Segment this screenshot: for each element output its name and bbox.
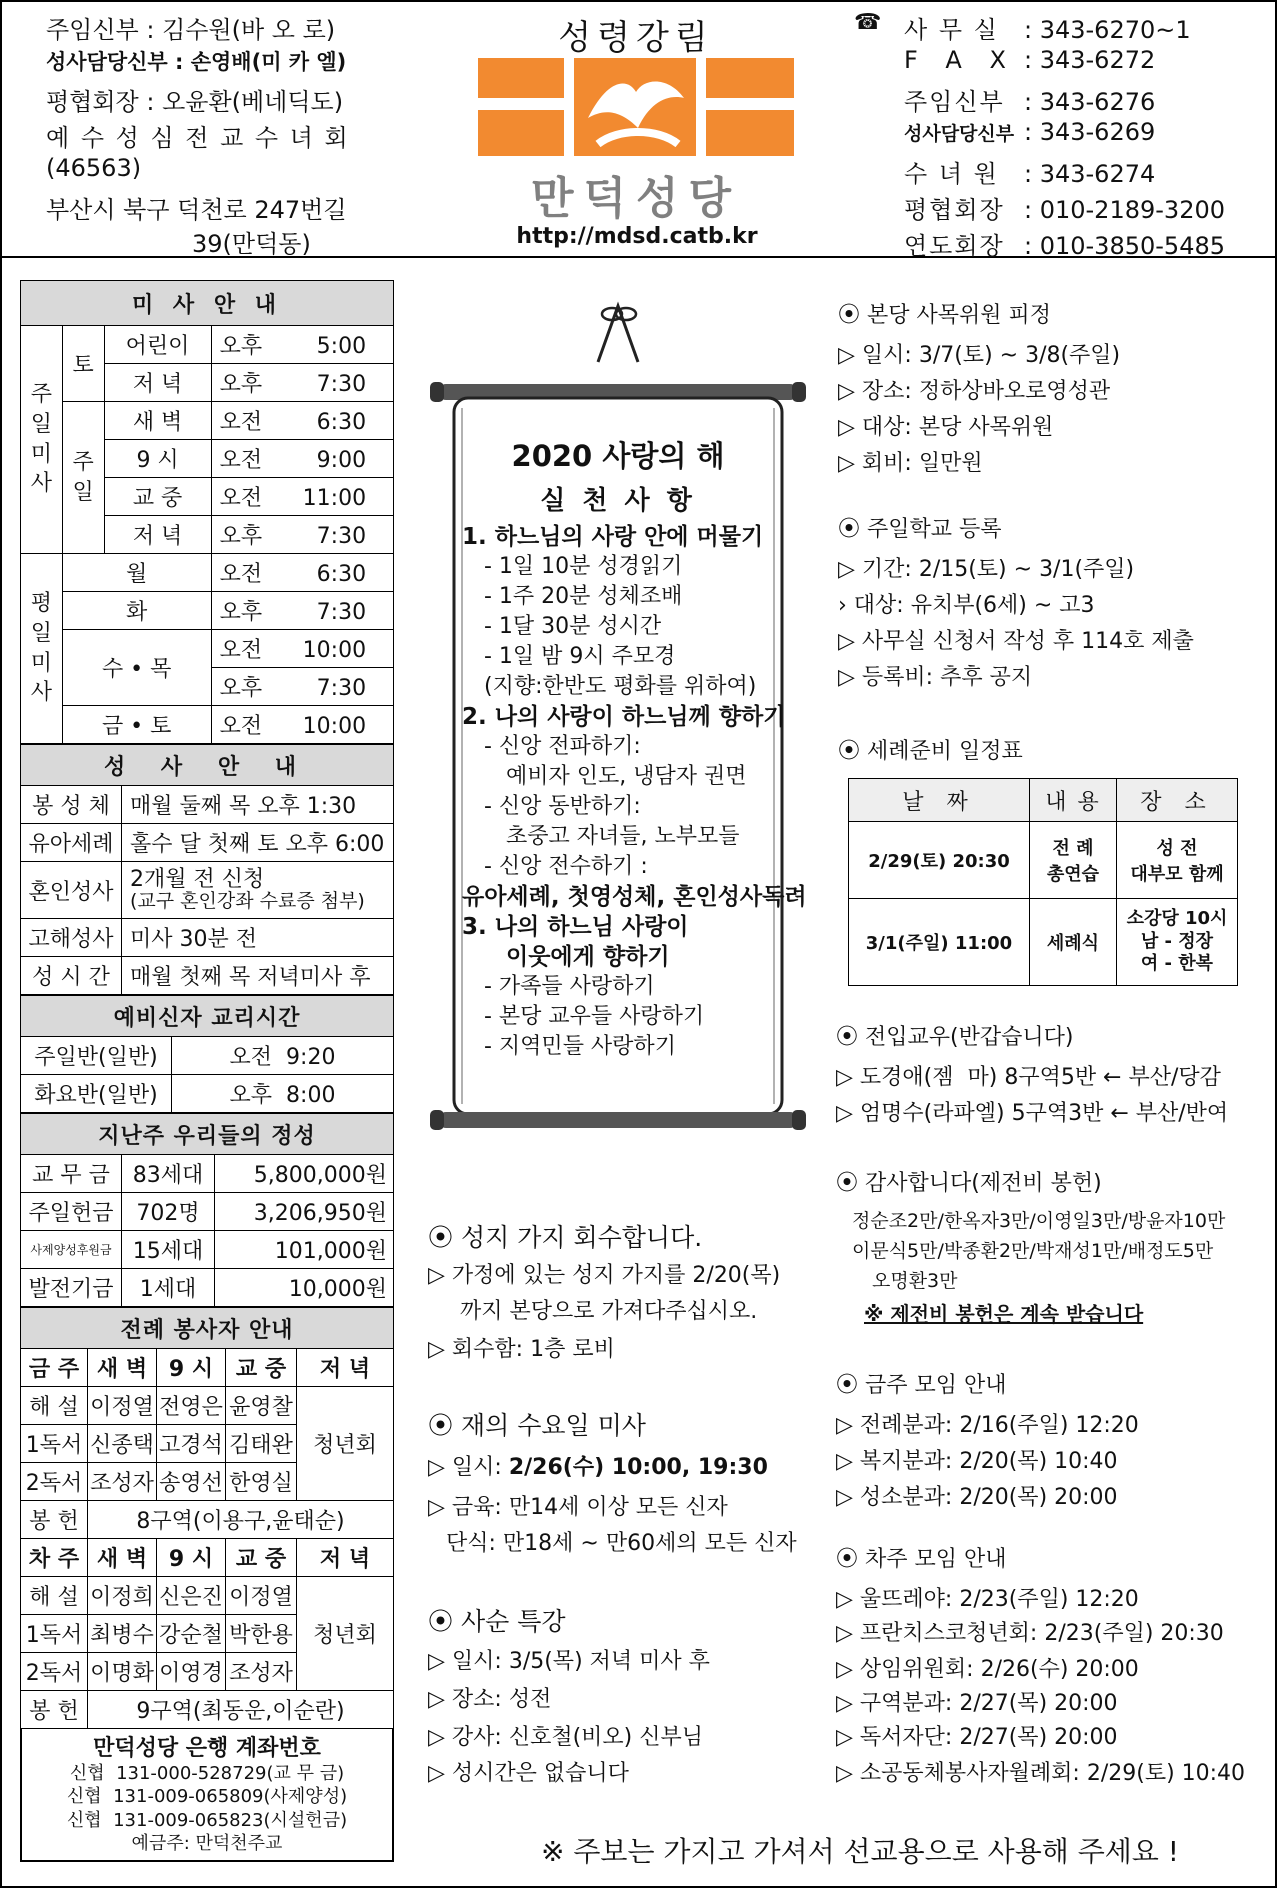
- mass-name: 어린이: [104, 326, 211, 364]
- header-left-line: 주임신부 : 김수원(바 오 로): [46, 16, 336, 44]
- contact-value: : 343-6269: [1024, 118, 1156, 146]
- notice-line: ▷ 장소: 정하상바오로영성관: [838, 379, 1111, 404]
- server-role: 2독서: [21, 1463, 88, 1501]
- header-left-line: 성사담당신부 : 손영배(미 카 엘): [46, 50, 347, 74]
- notice-title: 사순 특강: [460, 1607, 566, 1636]
- mass-name: 새 벽: [104, 402, 211, 440]
- scroll-line: - 1주 20분 성체조배: [484, 584, 683, 609]
- notice-line: ▷ 울뜨레야: 2/23(주일) 12:20: [836, 1587, 1139, 1612]
- left-column: [20, 280, 394, 1862]
- notice-line: ▷ 일시: 3/7(토) ~ 3/8(주일): [838, 343, 1121, 368]
- scroll-line: 초중고 자녀들, 노부모들: [506, 824, 740, 849]
- catechumen-title: 예비신자 교리시간: [21, 996, 394, 1037]
- servers-head: 교 중: [226, 1349, 297, 1387]
- mass-time: 10:00: [302, 638, 367, 663]
- bank-title: 만덕성당 은행 계좌번호: [93, 1736, 321, 1761]
- servers-head: 새 벽: [88, 1539, 157, 1577]
- scroll-line: 유아세례, 첫영성체, 혼인성사독려: [462, 884, 807, 910]
- mass-name: 화: [62, 592, 211, 630]
- notice-title: 재의 수요일 미사: [460, 1411, 646, 1440]
- offering-name: 사제양성후원금: [21, 1231, 122, 1269]
- footer-note: ※ 주보는 가지고 가셔서 선교용으로 사용해 주세요 !: [541, 1835, 1179, 1868]
- scroll-line: - 1일 10분 성경읽기: [484, 554, 683, 579]
- offering-name: 주일헌금: [21, 1193, 122, 1231]
- server-role: 봉 헌: [21, 1691, 88, 1729]
- schedule-head: 내 용: [1030, 779, 1117, 822]
- class-time: 오후 8:00: [172, 1075, 394, 1113]
- offering-name: 발전기금: [21, 1269, 122, 1307]
- mass-ampm: 오전: [219, 562, 263, 587]
- header-left-line: 39(만덕동): [192, 230, 311, 258]
- offering-table: [20, 1113, 394, 1307]
- server-name: 조성자: [226, 1653, 297, 1691]
- bank-account: 신협 131-000-528729(교 무 금): [69, 1763, 345, 1784]
- sacrament-title: 성 사 안 내: [21, 745, 394, 786]
- ash-wednesday-time: 2/26(수) 10:00, 19:30: [508, 1455, 768, 1480]
- server-role: 해 설: [21, 1387, 88, 1425]
- notice-line: ▷ 소공동체봉사자월례회: 2/29(토) 10:40: [836, 1761, 1246, 1786]
- sunday-label: 주 일: [62, 402, 104, 554]
- notice-title: 차주 모임 안내: [865, 1547, 1007, 1572]
- mass-title: 미 사 안 내: [21, 281, 394, 326]
- contact-label: 성사담당신부: [904, 123, 1015, 145]
- contact-value: : 343-6272: [1024, 46, 1156, 74]
- phone-icon: ☎: [854, 10, 882, 35]
- class-name: 화요반(일반): [21, 1075, 172, 1113]
- contact-label: F A X: [904, 46, 1016, 74]
- offering-amount: 5,800,000원: [215, 1155, 394, 1193]
- mass-time: 5:00: [316, 334, 367, 359]
- offering-count: 83세대: [122, 1155, 215, 1193]
- server-name: 조성자: [88, 1463, 157, 1501]
- offering-title: 지난주 우리들의 정성: [21, 1114, 394, 1155]
- notice-title: 본당 사목위원 피정: [867, 303, 1052, 328]
- mass-time: 6:30: [316, 410, 367, 435]
- bullet-icon: ⦿: [836, 1171, 859, 1196]
- logo-text: 만덕성당: [530, 173, 741, 224]
- scroll-line: - 신앙 동반하기:: [484, 794, 641, 819]
- notice-title: 세례준비 일정표: [867, 739, 1023, 764]
- server-name: 윤영찰: [226, 1387, 297, 1425]
- sacrament-name: 봉 성 체: [21, 786, 122, 824]
- server-name: 이명화: [88, 1653, 157, 1691]
- mass-name: 금 • 토: [62, 706, 211, 744]
- sacrament-table: [20, 744, 394, 995]
- scroll-line: 1. 하느님의 사랑 안에 머물기: [462, 524, 764, 550]
- scroll-line: 2. 나의 사랑이 하느님께 향하기: [462, 704, 786, 730]
- mass-ampm: 오전: [219, 486, 263, 511]
- parish-url[interactable]: http://mdsd.catb.kr: [516, 224, 758, 249]
- servers-head: 새 벽: [88, 1349, 157, 1387]
- mass-time: 9:00: [316, 448, 367, 473]
- bank-account: 신협 131-009-065823(시설헌금): [66, 1809, 348, 1831]
- notice-line: 단식: 만18세 ~ 만60세의 모든 신자: [446, 1531, 797, 1556]
- schedule-date: 3/1(주일) 11:00: [849, 899, 1030, 986]
- notice-line: ▷ 기간: 2/15(토) ~ 3/1(주일): [838, 557, 1135, 582]
- bullet-icon: ⦿: [836, 1373, 859, 1398]
- mass-time: 7:30: [316, 524, 367, 549]
- notice-title: 전입교우(반갑습니다): [865, 1025, 1074, 1050]
- server-name: 이정열: [88, 1387, 157, 1425]
- servers-head: 금 주: [21, 1349, 88, 1387]
- server-name: 박한용: [226, 1615, 297, 1653]
- schedule-content: 세례식: [1030, 899, 1117, 986]
- scroll-subtitle: 실 천 사 항: [540, 486, 696, 516]
- notice-title: 감사합니다(제전비 봉헌): [865, 1171, 1102, 1196]
- mass-name: 9 시: [104, 440, 211, 478]
- baptism-schedule-table: [848, 778, 1238, 986]
- server-name: 송영선: [157, 1463, 226, 1501]
- catechumen-table: [20, 995, 394, 1113]
- servers-head: 저 녁: [297, 1539, 394, 1577]
- bullet-icon: ⦿: [838, 517, 861, 542]
- sunday-mass-label: 주 일 미 사: [21, 326, 63, 554]
- server-role: 1독서: [21, 1615, 88, 1653]
- header-left-line: 예 수 성 심 전 교 수 녀 회: [46, 124, 350, 152]
- notice-line: ▷ 복지분과: 2/20(목) 10:40: [836, 1449, 1118, 1474]
- notice-title: 주일학교 등록: [867, 517, 1002, 542]
- server-name: 신은진: [157, 1577, 226, 1615]
- scroll-lines: [462, 522, 807, 1062]
- contact-value: : 343-6270~1: [1024, 16, 1191, 44]
- header-left-line: 부산시 북구 덕천로 247번길: [46, 196, 347, 224]
- server-evening: 청년회: [297, 1577, 394, 1691]
- mass-ampm: 오전: [219, 448, 263, 473]
- donor-list: 이문식5만/박종환2만/박재성1만/배정도5만: [852, 1240, 1214, 1262]
- schedule-head: 장 소: [1117, 779, 1238, 822]
- bullet-icon: ⦿: [428, 1411, 454, 1440]
- notice-line: ▷ 전례분과: 2/16(주일) 12:20: [836, 1413, 1139, 1438]
- bank-account: 신협 131-009-065809(사제양성): [66, 1786, 348, 1808]
- sacrament-note: (교구 혼인강좌 수료증 첨부): [130, 889, 365, 912]
- mass-ampm: 오후: [219, 676, 263, 701]
- contact-label: 사 무 실: [904, 16, 999, 44]
- sacrament-name: 혼인성사: [21, 862, 122, 919]
- mass-time: 7:30: [316, 676, 367, 701]
- notice-line: ▷ 등록비: 추후 공지: [838, 665, 1033, 690]
- server-role: 해 설: [21, 1577, 88, 1615]
- notice-line: ▷ 성소분과: 2/20(목) 20:00: [836, 1485, 1118, 1510]
- sacrament-name: 고해성사: [21, 919, 122, 957]
- bank-box: [20, 1729, 394, 1862]
- mass-ampm: 오후: [219, 372, 263, 397]
- notice-title: 성지 가지 회수합니다.: [460, 1223, 703, 1252]
- scroll-line: - 1달 30분 성시간: [484, 614, 662, 639]
- notice-line: ▷ 회수함: 1층 로비: [428, 1337, 615, 1362]
- notice-line: ▷ 가정에 있는 성지 가지를 2/20(목): [428, 1263, 781, 1288]
- mass-name: 저 녁: [104, 516, 211, 554]
- servers-table: [20, 1307, 394, 1729]
- bank-holder: 예금주: 만덕천주교: [131, 1833, 283, 1855]
- class-name: 주일반(일반): [21, 1037, 172, 1075]
- schedule-place: 소강당 10시 남 - 정장 여 - 한복: [1117, 899, 1238, 986]
- schedule-place: 성 전 대부모 함께: [1117, 822, 1238, 899]
- server-name: 이영경: [157, 1653, 226, 1691]
- notice-line: ▷ 강사: 신호철(비오) 신부님: [428, 1725, 703, 1750]
- servers-head: 9 시: [157, 1539, 226, 1577]
- bullet-icon: ⦿: [428, 1223, 454, 1252]
- bullet-icon: ⦿: [838, 739, 861, 764]
- scroll-line: - 신앙 전파하기:: [484, 734, 641, 759]
- notice-line: ▷ 일시: 3/5(목) 저녁 미사 후: [428, 1649, 710, 1674]
- thanks-note: ※ 제전비 봉헌은 계속 받습니다: [864, 1302, 1144, 1326]
- server-evening: 청년회: [297, 1387, 394, 1501]
- bongheon-group: 9구역(최동운,이순란): [88, 1691, 394, 1729]
- notice-line: ▷ 성시간은 없습니다: [428, 1761, 629, 1786]
- bulletin-title: 성령강림: [558, 18, 714, 58]
- mass-time: 7:30: [316, 600, 367, 625]
- offering-count: 1세대: [122, 1269, 215, 1307]
- contact-label: 평협회장: [904, 196, 1005, 224]
- server-role: 봉 헌: [21, 1501, 88, 1539]
- bullet-icon: ⦿: [838, 303, 861, 328]
- mass-time: 7:30: [316, 372, 367, 397]
- notice-line: ▷ 장소: 성전: [428, 1687, 552, 1712]
- mass-ampm: 오후: [219, 334, 263, 359]
- schedule-content: 전 례 총연습: [1030, 822, 1117, 899]
- sacrament-time: 홀수 달 첫째 토 오후 6:00: [122, 824, 394, 862]
- bulletin-header: [0, 0, 1277, 258]
- mass-ampm: 오전: [219, 638, 263, 663]
- notice-line: ▷ 금육: 만14세 이상 모든 신자: [428, 1495, 728, 1520]
- class-time: 오전 9:20: [172, 1037, 394, 1075]
- scroll-line: - 지역민들 사랑하기: [484, 1034, 676, 1059]
- donor-list: 오명환3만: [872, 1270, 958, 1292]
- mass-ampm: 오후: [219, 524, 263, 549]
- mass-time: 11:00: [302, 486, 367, 511]
- server-name: 이정희: [88, 1577, 157, 1615]
- scroll-line: (지향:한반도 평화를 위하여): [484, 674, 757, 699]
- offering-amount: 10,000원: [215, 1269, 394, 1307]
- scroll-line: 3. 나의 하느님 사랑이: [462, 914, 689, 940]
- sacrament-time: 매월 첫째 목 저녁미사 후: [122, 957, 394, 995]
- mass-name: 월: [62, 554, 211, 592]
- server-name: 이정열: [226, 1577, 297, 1615]
- mass-table: [20, 280, 394, 744]
- donor-list: 정순조2만/한옥자3만/이영일3만/방윤자10만: [852, 1210, 1226, 1232]
- server-role: 1독서: [21, 1425, 88, 1463]
- saturday-label: 토: [62, 326, 104, 402]
- contact-label: 주임신부: [904, 88, 1005, 116]
- server-role: 2독서: [21, 1653, 88, 1691]
- mass-ampm: 오전: [219, 410, 263, 435]
- sacrament-name: 유아세례: [21, 824, 122, 862]
- scroll-line: - 1일 밤 9시 주모경: [484, 644, 676, 669]
- offering-name: 교 무 금: [21, 1155, 122, 1193]
- schedule-date: 2/29(토) 20:30: [849, 822, 1030, 899]
- offering-count: 702명: [122, 1193, 215, 1231]
- scroll-line: - 가족들 사랑하기: [484, 974, 655, 999]
- servers-head: 차 주: [21, 1539, 88, 1577]
- bullet-icon: ⦿: [428, 1607, 454, 1636]
- header-left-line: 평협회장 : 오윤환(베네딕도): [46, 88, 344, 116]
- notice-line: ▷ 사무실 신청서 작성 후 114호 제출: [838, 629, 1194, 654]
- server-name: 김태완: [226, 1425, 297, 1463]
- servers-head: 저 녁: [297, 1349, 394, 1387]
- contact-value: : 010-2189-3200: [1024, 196, 1225, 224]
- sacrament-name: 성 시 간: [21, 957, 122, 995]
- schedule-head: 날 짜: [849, 779, 1030, 822]
- server-name: 전영은: [157, 1387, 226, 1425]
- notice-line: ▷ 구역분과: 2/27(목) 20:00: [836, 1691, 1118, 1716]
- notice-title: 금주 모임 안내: [865, 1373, 1007, 1398]
- notice-line: › 대상: 유치부(6세) ~ 고3: [838, 593, 1095, 618]
- server-name: 신종택: [88, 1425, 157, 1463]
- contact-value: : 343-6274: [1024, 160, 1156, 188]
- contact-label: 수 녀 원: [904, 160, 999, 188]
- sacrament-time: 미사 30분 전: [122, 919, 394, 957]
- sacrament-time: 매월 둘째 목 오후 1:30: [122, 786, 394, 824]
- notice-line: 까지 본당으로 가져다주십시오.: [460, 1299, 758, 1324]
- contact-value: : 010-3850-5485: [1024, 232, 1225, 260]
- servers-title: 전례 봉사자 안내: [21, 1308, 394, 1349]
- mass-name: 수 • 목: [62, 630, 211, 706]
- bullet-icon: ⦿: [836, 1547, 859, 1572]
- mass-ampm: 오후: [219, 600, 263, 625]
- weekday-mass-label: 평 일 미 사: [21, 554, 63, 744]
- server-name: 강순철: [157, 1615, 226, 1653]
- offering-amount: 101,000원: [215, 1231, 394, 1269]
- offering-amount: 3,206,950원: [215, 1193, 394, 1231]
- scroll-line: - 본당 교우들 사랑하기: [484, 1004, 705, 1029]
- notice-line: ▷ 엄명수(라파엘) 5구역3반 ← 부산/반여: [836, 1101, 1229, 1126]
- notice-line: ▷ 대상: 본당 사목위원: [838, 415, 1054, 440]
- notice-line: ▷ 독서자단: 2/27(목) 20:00: [836, 1725, 1118, 1750]
- server-name: 최병수: [88, 1615, 157, 1653]
- mass-ampm: 오전: [219, 714, 263, 739]
- mass-name: 교 중: [104, 478, 211, 516]
- scroll-line: 예비자 인도, 냉담자 권면: [506, 764, 747, 789]
- server-name: 한영실: [226, 1463, 297, 1501]
- notice-line: ▷ 일시:: [428, 1455, 509, 1480]
- header-left-line: (46563): [46, 154, 142, 182]
- notice-line: ▷ 상임위원회: 2/26(수) 20:00: [836, 1657, 1139, 1682]
- offering-count: 15세대: [122, 1231, 215, 1269]
- bongheon-group: 8구역(이용구,윤태순): [88, 1501, 394, 1539]
- mass-name: 저 녁: [104, 364, 211, 402]
- mass-time: 6:30: [316, 562, 367, 587]
- servers-head: 교 중: [226, 1539, 297, 1577]
- server-name: 고경석: [157, 1425, 226, 1463]
- scroll-line: 이웃에게 향하기: [506, 944, 670, 970]
- notice-line: ▷ 도경애(젬 마) 8구역5반 ← 부산/당감: [836, 1065, 1221, 1090]
- notice-line: ▷ 프란치스코청년회: 2/23(주일) 20:30: [836, 1621, 1224, 1646]
- scroll-title: 2020 사랑의 해: [511, 439, 725, 473]
- sacrament-time: 2개월 전 신청: [130, 867, 265, 893]
- servers-head: 9 시: [157, 1349, 226, 1387]
- notice-line: ▷ 회비: 일만원: [838, 451, 983, 476]
- contact-value: : 343-6276: [1024, 88, 1156, 116]
- bullet-icon: ⦿: [836, 1025, 859, 1050]
- mass-time: 10:00: [302, 714, 367, 739]
- scroll-line: - 신앙 전수하기 :: [484, 854, 648, 879]
- contact-label: 연도회장: [904, 232, 1005, 260]
